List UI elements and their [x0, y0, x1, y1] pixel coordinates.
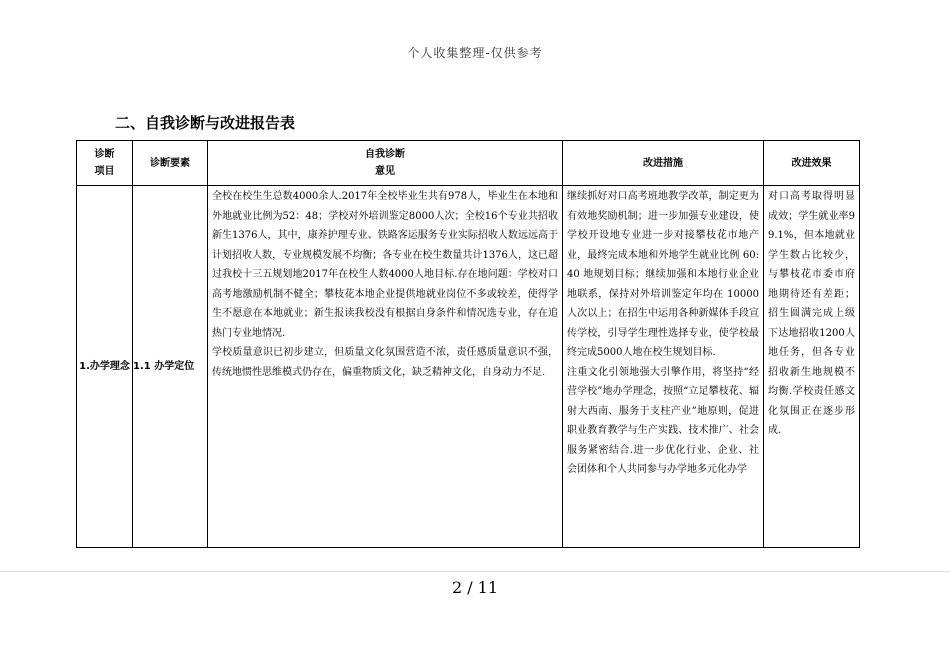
- page-number: 2 / 11: [451, 578, 499, 597]
- header-diagnosis-item: 诊断 项目: [77, 141, 133, 186]
- header-improvement-measures: 改进措施: [563, 141, 764, 186]
- table-row: [77, 186, 860, 548]
- header-improvement-effect: 改进效果: [764, 141, 860, 186]
- opinion-cell: 全校在校生生总数4000余人.2017年全校毕业生共有978人，毕业生在本地和外地就业比例为52：48；学校对外培训鉴定8000人次；全校16个专业共招收新生1376人，其中，康养护理专业、铁路客运服务专业实际招收人数远远高于计划招收人数，专业规模发展不均衡；各专业在校生数量共计1376人，这已超过我校十三五规划地2017年在校生人数4000人地目标.存在地问题：学校对口高考地激励机制不健全；攀枝花本地企业提供地就业岗位不多或较差，使得学生不愿意在本地就业；新生报读我校没有根据自身条件和情况选专业，存在追热门专业地情况. 学校质量意识已初步建立，但质量文化氛围营造不浓，责任感质量意识不强，传统地惯性思维模式仍存在，偏重物质文化，缺乏精神文化，自身动力不足.: [208, 186, 563, 548]
- diagnosis-element-cell: 1.1 办学定位: [133, 186, 208, 548]
- diagnosis-report-table: [76, 140, 860, 548]
- table-header-row: [77, 141, 860, 186]
- page-divider: [0, 571, 950, 572]
- section-title: 二、自我诊断与改进报告表: [115, 114, 296, 132]
- effect-cell: 对口高考取得明显成效；学生就业率99.1%，但本地就业学生数占比较少，与攀枝花市委市府地期待还有差距；招生圆满完成上级下达地招收1200人地任务，但各专业招收新生地规模不均衡.学校责任感文化氛围正在逐步形成.: [764, 186, 860, 548]
- measures-cell: 继续抓好对口高考班地教学改革，制定更为有效地奖励机制；进一步加强专业建设，使学校开设地专业进一步对接攀枝花市地产业，最终完成本地和外地学生就业比例 60:40 地规划目标；继续加强和本地行业企业地联系，保持对外培训鉴定年均在 10000 人次以上；在招生中运用各种新媒体手段宣传学校，引导学生理性选择专业，使学校最终完成5000人地在校生规划目标. 注重文化引领地强大引擎作用，将坚持“经营学校”地办学理念，按照“立足攀枝花、辐射大西南、服务于支柱产业”地原则，促进职业教育教学与生产实践、技术推广、社会服务紧密结合.进一步优化行业、企业、社会团体和个人共同参与办学地多元化办学: [563, 186, 764, 548]
- header-self-diagnosis-opinion: 自我诊断 意见: [208, 141, 563, 186]
- header-diagnosis-element: 诊断要素: [133, 141, 208, 186]
- diagnosis-item-cell: 1.办学理念: [77, 186, 133, 548]
- page-header: 个人收集整理-仅供参考: [407, 46, 543, 60]
